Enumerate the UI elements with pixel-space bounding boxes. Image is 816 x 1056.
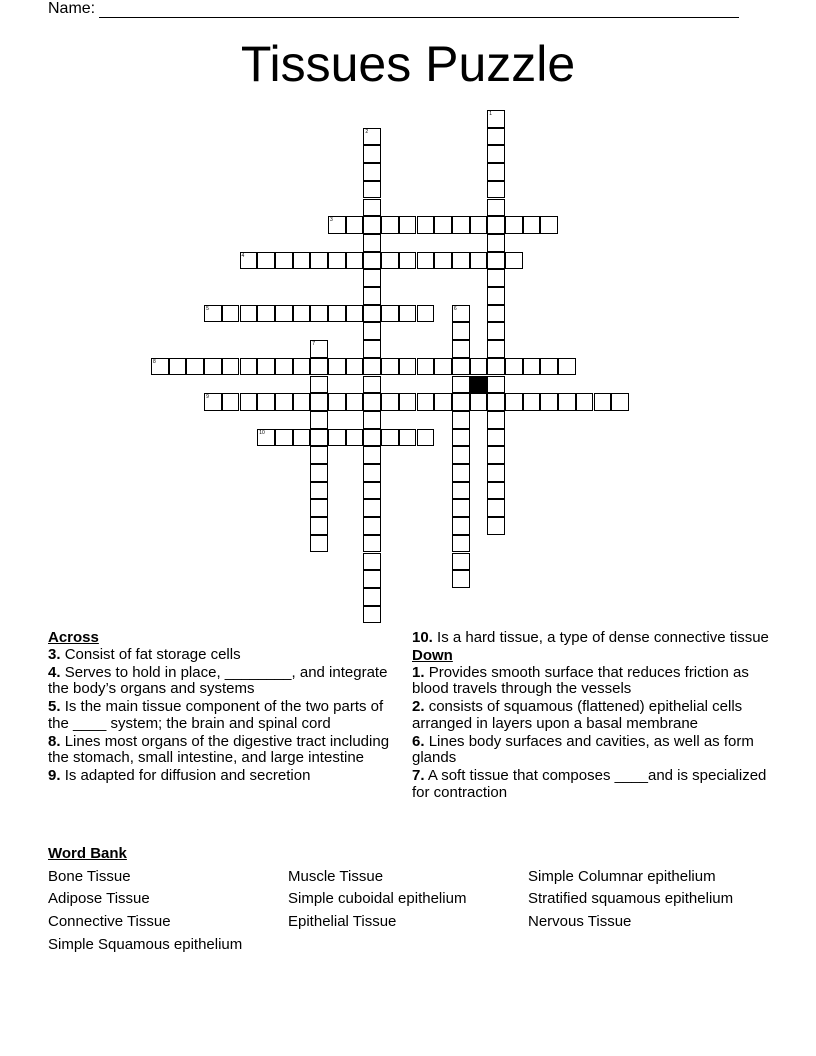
- crossword-cell[interactable]: [399, 429, 417, 447]
- crossword-cell[interactable]: [363, 269, 381, 287]
- crossword-cell[interactable]: [452, 517, 470, 535]
- crossword-cell[interactable]: [363, 358, 381, 376]
- crossword-cell[interactable]: [310, 340, 328, 358]
- crossword-cell[interactable]: [328, 358, 346, 376]
- crossword-cell[interactable]: [222, 305, 240, 323]
- crossword-cell[interactable]: [346, 252, 364, 270]
- crossword-cell[interactable]: [434, 358, 452, 376]
- crossword-cell[interactable]: [240, 305, 258, 323]
- word-bank-item: Nervous Tissue: [528, 913, 632, 930]
- crossword-cell[interactable]: [523, 358, 541, 376]
- crossword-cell[interactable]: [487, 305, 505, 323]
- clue-number-label: 2: [365, 128, 369, 135]
- crossword-cell[interactable]: [310, 429, 328, 447]
- clue-text: Consist of fat storage cells: [64, 645, 241, 663]
- clue-text: Is adapted for diffusion and secretion: [64, 767, 311, 784]
- crossword-cell[interactable]: [487, 340, 505, 358]
- clue-down-6: [412, 734, 782, 767]
- word-bank-item: Connective Tissue: [48, 913, 171, 930]
- clue-across-3: [48, 647, 408, 664]
- crossword-cell[interactable]: [540, 358, 558, 376]
- clues-left-column: [48, 630, 408, 786]
- clue-number: 6.: [412, 732, 425, 750]
- clue-number: 1.: [412, 663, 425, 681]
- clue-number-label: 3: [330, 217, 333, 224]
- crossword-cell[interactable]: [523, 393, 541, 411]
- crossword-cell[interactable]: [363, 411, 381, 429]
- crossword-cell[interactable]: [487, 234, 505, 252]
- crossword-cell[interactable]: [293, 305, 311, 323]
- clue-number: 8.: [48, 732, 61, 750]
- crossword-cell[interactable]: [487, 393, 505, 411]
- crossword-cell[interactable]: [310, 535, 328, 553]
- crossword-cell[interactable]: [434, 252, 452, 270]
- crossword-cell[interactable]: [204, 393, 222, 411]
- crossword-cell[interactable]: [169, 358, 187, 376]
- black-square: [470, 376, 488, 394]
- crossword-cell[interactable]: [470, 358, 488, 376]
- crossword-cell[interactable]: [452, 482, 470, 500]
- crossword-cell[interactable]: [275, 393, 293, 411]
- crossword-cell[interactable]: [363, 145, 381, 163]
- crossword-cell[interactable]: [487, 376, 505, 394]
- crossword-cell[interactable]: [293, 358, 311, 376]
- clues-right-column: [412, 630, 782, 803]
- crossword-cell[interactable]: [452, 570, 470, 588]
- crossword-cell[interactable]: [363, 163, 381, 181]
- crossword-cell[interactable]: [363, 517, 381, 535]
- crossword-cell[interactable]: [452, 305, 470, 323]
- crossword-cell[interactable]: [293, 429, 311, 447]
- crossword-cell[interactable]: [452, 340, 470, 358]
- crossword-cell[interactable]: [381, 252, 399, 270]
- crossword-cell[interactable]: [487, 269, 505, 287]
- crossword-cell[interactable]: [487, 145, 505, 163]
- crossword-cell[interactable]: [275, 305, 293, 323]
- crossword-cell[interactable]: [363, 216, 381, 234]
- crossword-cell[interactable]: [417, 429, 435, 447]
- across-heading: Across: [48, 629, 99, 646]
- word-bank-item: Simple cuboidal epithelium: [288, 890, 467, 907]
- crossword-cell[interactable]: [452, 429, 470, 447]
- crossword-cell[interactable]: [257, 252, 275, 270]
- crossword-cell[interactable]: [363, 464, 381, 482]
- crossword-cell[interactable]: [151, 358, 169, 376]
- crossword-cell[interactable]: [363, 535, 381, 553]
- crossword-cell[interactable]: [452, 252, 470, 270]
- clue-across-10: [412, 630, 782, 647]
- crossword-cell[interactable]: [381, 429, 399, 447]
- clue-number-label: 1: [489, 111, 493, 117]
- clue-number: 10.: [412, 629, 433, 646]
- crossword-cell[interactable]: [505, 358, 523, 376]
- crossword-cell[interactable]: [487, 181, 505, 199]
- page-title: Tissues Puzzle: [240, 36, 576, 92]
- crossword-cell[interactable]: [363, 322, 381, 340]
- crossword-cell[interactable]: [310, 252, 328, 270]
- crossword-cell[interactable]: [487, 287, 505, 305]
- crossword-cell[interactable]: [257, 429, 275, 447]
- clue-across-8: [48, 734, 408, 767]
- crossword-cell[interactable]: [487, 110, 505, 128]
- crossword-cell[interactable]: [381, 358, 399, 376]
- crossword-cell[interactable]: [470, 393, 488, 411]
- clue-number: 7.: [412, 767, 425, 784]
- clue-text: Is the main tissue component of the two parts of the ____ system; the brain and spinal cord: [48, 698, 384, 732]
- crossword-cell[interactable]: [328, 393, 346, 411]
- crossword-cell[interactable]: [363, 482, 381, 500]
- crossword-cell[interactable]: [363, 429, 381, 447]
- clue-number-label: 9: [206, 394, 209, 401]
- clue-across-9: [48, 768, 408, 785]
- crossword-cell[interactable]: [399, 252, 417, 270]
- crossword-cell[interactable]: [328, 305, 346, 323]
- crossword-cell[interactable]: [363, 606, 381, 624]
- crossword-cell[interactable]: [363, 446, 381, 464]
- crossword-cell[interactable]: [346, 429, 364, 447]
- crossword-cell[interactable]: [381, 305, 399, 323]
- crossword-cell[interactable]: [505, 393, 523, 411]
- crossword-cell[interactable]: [363, 570, 381, 588]
- crossword-cell[interactable]: [310, 305, 328, 323]
- crossword-cell[interactable]: [240, 393, 258, 411]
- crossword-cell[interactable]: [470, 252, 488, 270]
- crossword-cell[interactable]: [452, 393, 470, 411]
- clue-number: 5.: [48, 698, 61, 715]
- crossword-cell[interactable]: [310, 499, 328, 517]
- crossword-cell[interactable]: [487, 517, 505, 535]
- crossword-cell[interactable]: [363, 305, 381, 323]
- clue-across-4: [48, 665, 408, 698]
- word-bank-item: Epithelial Tissue: [288, 913, 397, 930]
- word-bank-item: Simple Squamous epithelium: [48, 936, 243, 953]
- clue-text: A soft tissue that composes ____and is specialized for contraction: [412, 767, 767, 801]
- crossword-cell[interactable]: [363, 340, 381, 358]
- crossword-cell[interactable]: [310, 517, 328, 535]
- crossword-cell[interactable]: [275, 429, 293, 447]
- word-bank-heading: Word Bank: [48, 845, 127, 862]
- crossword-cell[interactable]: [452, 499, 470, 517]
- crossword-cell[interactable]: [487, 482, 505, 500]
- crossword-cell[interactable]: [257, 305, 275, 323]
- crossword-cell[interactable]: [452, 553, 470, 571]
- clue-down-2: [412, 699, 782, 732]
- crossword-cell[interactable]: [452, 322, 470, 340]
- crossword-cell[interactable]: [310, 376, 328, 394]
- word-bank-item: Bone Tissue: [48, 868, 131, 885]
- clue-down-7: [412, 768, 782, 801]
- clue-text: Lines body surfaces and cavities, as well as form glands: [412, 732, 754, 766]
- crossword-cell[interactable]: [328, 216, 346, 234]
- crossword-cell[interactable]: [381, 216, 399, 234]
- crossword-cell[interactable]: [487, 464, 505, 482]
- crossword-cell[interactable]: [310, 411, 328, 429]
- crossword-cell[interactable]: [204, 358, 222, 376]
- crossword-cell[interactable]: [452, 464, 470, 482]
- crossword-cell[interactable]: [487, 429, 505, 447]
- crossword-cell[interactable]: [186, 358, 204, 376]
- crossword-cell[interactable]: [381, 393, 399, 411]
- crossword-cell[interactable]: [487, 411, 505, 429]
- crossword-cell[interactable]: [434, 393, 452, 411]
- word-bank-item: Adipose Tissue: [48, 890, 150, 907]
- clue-text: consists of squamous (flattened) epithelial cells arranged in layers upon a basal membrane: [412, 698, 743, 732]
- crossword-cell[interactable]: [487, 446, 505, 464]
- crossword-cell[interactable]: [363, 287, 381, 305]
- crossword-cell[interactable]: [487, 199, 505, 217]
- clue-number: 2.: [412, 698, 425, 715]
- word-bank-item: Stratified squamous epithelium: [528, 890, 734, 907]
- clue-number: 9.: [48, 767, 61, 784]
- crossword-cell[interactable]: [275, 358, 293, 376]
- crossword-cell[interactable]: [363, 181, 381, 199]
- crossword-cell[interactable]: [222, 358, 240, 376]
- crossword-cell[interactable]: [540, 393, 558, 411]
- crossword-cell[interactable]: [257, 393, 275, 411]
- crossword-cell[interactable]: [487, 499, 505, 517]
- crossword-cell[interactable]: [346, 358, 364, 376]
- crossword-cell[interactable]: [363, 376, 381, 394]
- crossword-cell[interactable]: [399, 358, 417, 376]
- clue-number-label: 6: [453, 305, 457, 312]
- crossword-cell[interactable]: [257, 358, 275, 376]
- crossword-cell[interactable]: [363, 499, 381, 517]
- crossword-cell[interactable]: [222, 393, 240, 411]
- word-bank-item: Muscle Tissue: [288, 868, 384, 885]
- crossword-cell[interactable]: [363, 553, 381, 571]
- clue-text: Provides smooth surface that reduces friction as blood travels through the vessels: [412, 663, 749, 697]
- crossword-cell[interactable]: [310, 358, 328, 376]
- crossword-cell[interactable]: [523, 216, 541, 234]
- crossword-cell[interactable]: [470, 216, 488, 234]
- down-heading: Down: [412, 647, 453, 664]
- crossword-cell[interactable]: [363, 234, 381, 252]
- crossword-cell[interactable]: [452, 358, 470, 376]
- crossword-cell[interactable]: [417, 252, 435, 270]
- crossword-cell[interactable]: [487, 322, 505, 340]
- crossword-cell[interactable]: [452, 446, 470, 464]
- crossword-cell[interactable]: [328, 252, 346, 270]
- crossword-cell[interactable]: [275, 252, 293, 270]
- crossword-cell[interactable]: [310, 464, 328, 482]
- crossword-cell[interactable]: [594, 393, 612, 411]
- crossword-cell[interactable]: [346, 216, 364, 234]
- crossword-cell[interactable]: [505, 216, 523, 234]
- crossword-cell[interactable]: [558, 358, 576, 376]
- crossword-cell[interactable]: [346, 393, 364, 411]
- clue-number-label: 10: [259, 429, 265, 436]
- clue-text: Lines most organs of the digestive tract including the stomach, small intestine, and large intestine: [48, 732, 390, 766]
- crossword-cell[interactable]: [363, 199, 381, 217]
- crossword-cell[interactable]: [487, 216, 505, 234]
- crossword-cell[interactable]: [293, 393, 311, 411]
- crossword-cell[interactable]: [363, 393, 381, 411]
- crossword-cell[interactable]: [540, 216, 558, 234]
- crossword-cell[interactable]: [363, 252, 381, 270]
- clue-text: Is a hard tissue, a type of dense connective tissue: [437, 629, 769, 646]
- clue-text: Serves to hold in place, ________, and integrate the body’s organs and systems: [48, 663, 388, 697]
- crossword-cell[interactable]: [293, 252, 311, 270]
- crossword-cell[interactable]: [399, 216, 417, 234]
- crossword-cell[interactable]: [452, 376, 470, 394]
- crossword-cell[interactable]: [452, 411, 470, 429]
- crossword-cell[interactable]: [452, 216, 470, 234]
- crossword-cell[interactable]: [487, 128, 505, 146]
- crossword-cell[interactable]: [417, 216, 435, 234]
- clue-number-label: 4: [241, 252, 245, 259]
- crossword-cell[interactable]: [487, 252, 505, 270]
- crossword-cell[interactable]: [576, 393, 594, 411]
- crossword-cell[interactable]: [487, 163, 505, 181]
- crossword-cell[interactable]: [328, 429, 346, 447]
- crossword-cell[interactable]: [399, 305, 417, 323]
- crossword-cell[interactable]: [240, 252, 258, 270]
- crossword-cell[interactable]: [505, 252, 523, 270]
- crossword-cell[interactable]: [417, 393, 435, 411]
- crossword-cell[interactable]: [399, 393, 417, 411]
- crossword-cell[interactable]: [452, 535, 470, 553]
- clue-down-1: [412, 665, 782, 698]
- crossword-cell[interactable]: [434, 216, 452, 234]
- clue-number-label: 8: [153, 358, 156, 365]
- name-label: Name:: [48, 0, 96, 17]
- crossword-cell[interactable]: [310, 393, 328, 411]
- crossword-cell[interactable]: [363, 588, 381, 606]
- clue-number-label: 7: [312, 341, 316, 348]
- crossword-cell[interactable]: [204, 305, 222, 323]
- crossword-cell[interactable]: [363, 128, 381, 146]
- crossword-cell[interactable]: [417, 305, 435, 323]
- crossword-cell[interactable]: [310, 446, 328, 464]
- crossword-cell[interactable]: [558, 393, 576, 411]
- clue-across-5: [48, 699, 408, 732]
- crossword-cell[interactable]: [611, 393, 629, 411]
- clue-number: 3.: [48, 645, 61, 663]
- crossword-cell[interactable]: [240, 358, 258, 376]
- word-bank-item: Simple Columnar epithelium: [528, 868, 716, 885]
- clue-number-label: 5: [206, 305, 209, 312]
- crossword-cell[interactable]: [417, 358, 435, 376]
- crossword-cell[interactable]: [487, 358, 505, 376]
- crossword-cell[interactable]: [346, 305, 364, 323]
- clue-number: 4.: [48, 663, 61, 681]
- crossword-cell[interactable]: [310, 482, 328, 500]
